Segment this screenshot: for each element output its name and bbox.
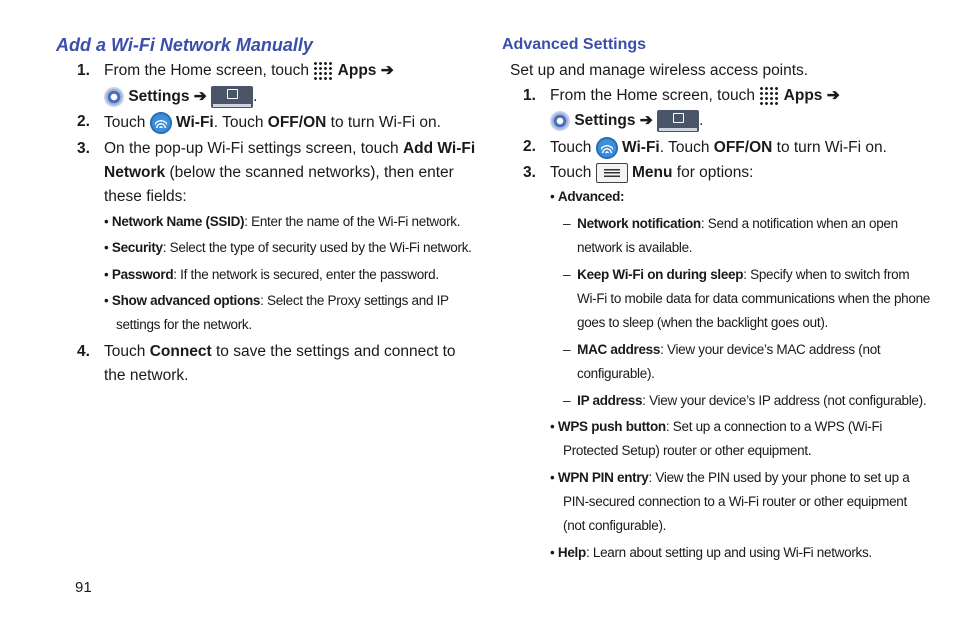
list-item: • Help: Learn about setting up and using Wi-Fi networks. bbox=[550, 545, 872, 560]
list-item-continued: Protected Setup) router or other equipment. bbox=[563, 443, 812, 458]
step-1-line: From the Home screen, touch Apps ➔ bbox=[104, 62, 394, 80]
sub-list-item-continued: Wi-Fi to mobile data for data communications when the phone bbox=[577, 291, 930, 306]
step-4-line-2: the network. bbox=[104, 367, 189, 384]
step-2-line: Touch Wi-Fi. Touch OFF/ON to turn Wi-Fi on. bbox=[104, 112, 441, 134]
step-3-line-2: Network (below the scanned networks), then enter bbox=[104, 164, 454, 181]
step-number: 2. bbox=[523, 138, 536, 155]
step-number: 3. bbox=[77, 140, 90, 157]
step-3-line: Touch Menu for options: bbox=[550, 164, 754, 182]
list-item: • Advanced: bbox=[550, 189, 625, 204]
settings-gear-icon bbox=[550, 111, 570, 131]
list-item-continued: (not configurable). bbox=[563, 518, 667, 533]
apps-grid-icon bbox=[313, 61, 333, 81]
sub-list-item-continued: configurable). bbox=[577, 366, 655, 381]
list-item: • WPS push button: Set up a connection to a WPS (Wi-Fi bbox=[550, 419, 883, 434]
list-item-continued: PIN-secured connection to a Wi-Fi router or other equipment bbox=[563, 494, 907, 509]
sub-list-item-continued: network is available. bbox=[577, 240, 693, 255]
sub-list-item: – IP address: View your device’s IP address (not configurable). bbox=[563, 393, 927, 408]
step-number: 4. bbox=[77, 343, 90, 360]
sub-list-item: – MAC address: View your device’s MAC address (not bbox=[563, 342, 881, 357]
wifi-icon bbox=[596, 137, 618, 159]
step-1-line-2: Settings ➔ . bbox=[550, 110, 703, 132]
wifi-icon bbox=[150, 112, 172, 134]
connections-tab-icon bbox=[657, 110, 699, 132]
list-item-continued: settings for the network. bbox=[116, 317, 252, 332]
left-heading: Add a Wi-Fi Network Manually bbox=[56, 35, 313, 55]
apps-grid-icon bbox=[759, 86, 779, 106]
page-number: 91 bbox=[75, 579, 92, 596]
step-number: 2. bbox=[77, 113, 90, 130]
step-number: 1. bbox=[77, 62, 90, 79]
intro-text: Set up and manage wireless access points. bbox=[510, 62, 809, 79]
step-1-line-2: Settings ➔ . bbox=[104, 86, 257, 108]
list-item: • WPN PIN entry: View the PIN used by your phone to set up a bbox=[550, 470, 910, 485]
list-item: • Network Name (SSID): Enter the name of the Wi-Fi network. bbox=[104, 214, 461, 229]
step-3-line-3: these fields: bbox=[104, 188, 187, 205]
step-2-line: Touch Wi-Fi. Touch OFF/ON to turn Wi-Fi on. bbox=[550, 137, 887, 159]
step-4-line: Touch Connect to save the settings and connect to bbox=[104, 343, 456, 360]
step-number: 1. bbox=[523, 87, 536, 104]
list-item: • Show advanced options: Select the Proxy settings and IP bbox=[104, 293, 449, 308]
step-3-line: On the pop-up Wi-Fi settings screen, touch Add Wi-Fi bbox=[104, 140, 476, 157]
step-1-line: From the Home screen, touch Apps ➔ bbox=[550, 87, 840, 105]
list-item: • Password: If the network is secured, enter the password. bbox=[104, 267, 439, 282]
sub-list-item-continued: goes to sleep (when the backlight goes out). bbox=[577, 315, 828, 330]
menu-icon bbox=[596, 163, 628, 183]
sub-list-item: – Network notification: Send a notification when an open bbox=[563, 216, 898, 231]
settings-gear-icon bbox=[104, 87, 124, 107]
list-item: • Security: Select the type of security used by the Wi-Fi network. bbox=[104, 240, 472, 255]
step-number: 3. bbox=[523, 164, 536, 181]
right-heading: Advanced Settings bbox=[502, 36, 647, 53]
sub-list-item: – Keep Wi-Fi on during sleep: Specify when to switch from bbox=[563, 267, 910, 282]
connections-tab-icon bbox=[211, 86, 253, 108]
